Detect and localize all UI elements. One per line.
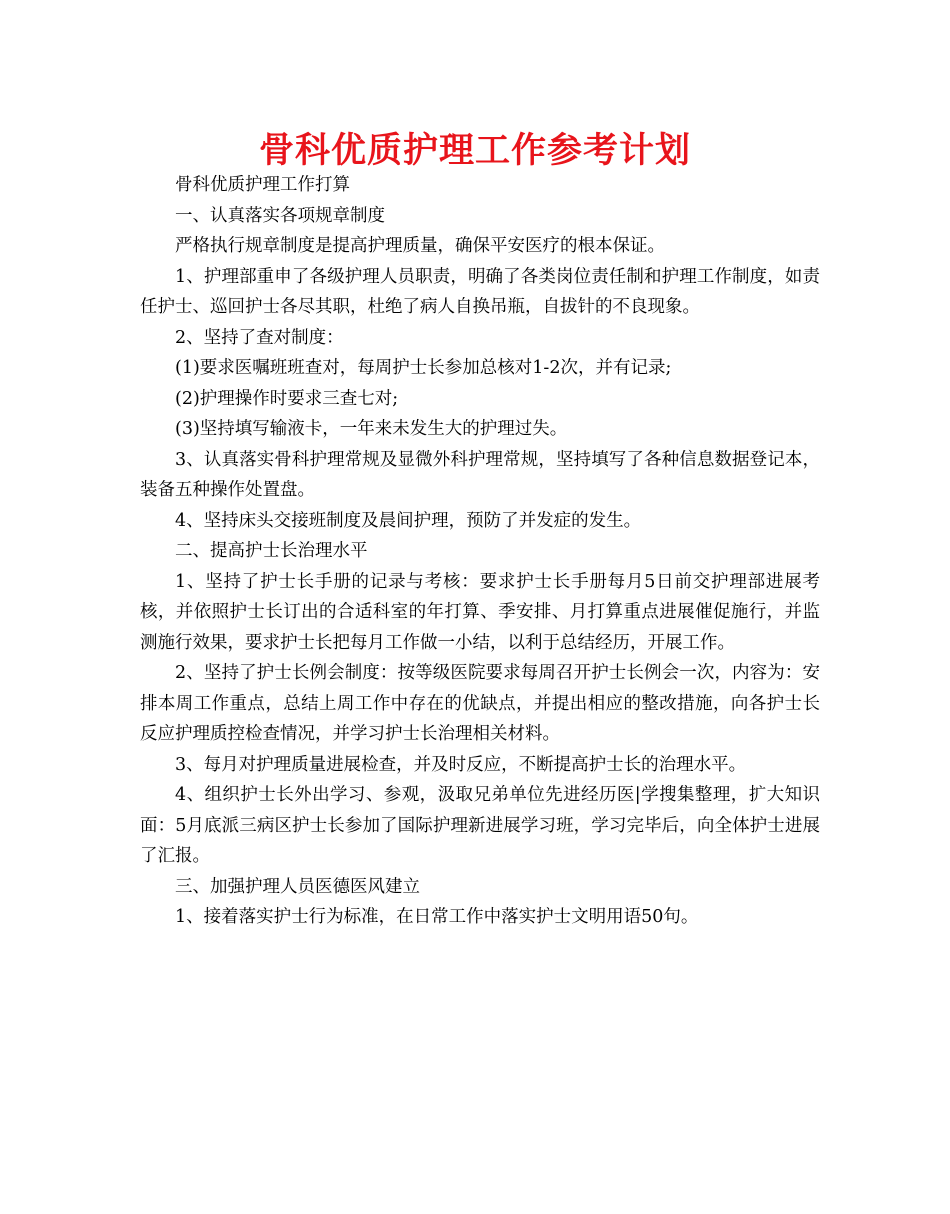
document-title: 骨科优质护理工作参考计划 (258, 131, 691, 171)
paragraph: (1)要求医嘱班班查对，每周护士长参加总核对1-2次，并有记录; (175, 358, 672, 378)
paragraph: (3)坚持填写输液卡，一年来未发生大的护理过失。 (175, 419, 568, 439)
paragraph: 4、组织护士长外出学习、参观，汲取兄弟单位先进经历医|学搜集整理，扩大知识面：5月底派三病区护士长参加了国际护理新进展学习班，学习完毕后，向全体护士进展了汇报。 (140, 785, 820, 866)
section-heading: 二、提高护士长治理水平 (175, 541, 368, 561)
document-body (140, 170, 820, 933)
paragraph: 4、坚持床头交接班制度及晨间护理，预防了并发症的发生。 (175, 510, 642, 531)
paragraph: 3、认真落实骨科护理常规及显微外科护理常规，坚持填写了各种信息数据登记本，装备五种操作处置盘。 (140, 449, 820, 500)
paragraph: 1、护理部重申了各级护理人员职责，明确了各类岗位责任制和护理工作制度，如责任护士、巡回护士各尽其职，杜绝了病人自换吊瓶，自拔针的不良现象。 (140, 266, 820, 317)
paragraph: 3、每月对护理质量进展检查，并及时反应，不断提高护士长的治理水平。 (175, 754, 747, 775)
paragraph: 骨科优质护理工作打算 (175, 175, 350, 195)
section-heading: 一、认真落实各项规章制度 (175, 205, 385, 226)
paragraph: 2、坚持了查对制度： (175, 327, 344, 348)
paragraph: 2、坚持了护士长例会制度：按等级医院要求每周召开护士长例会一次，内容为：安排本周工作重点，总结上周工作中存在的优缺点，并提出相应的整改措施，向各护士长反应护理质控检查情况，并学习护士长治理相关材料。 (140, 663, 820, 744)
paragraph: 严格执行规章制度是提高护理质量，确保平安医疗的根本保证。 (175, 236, 665, 256)
paragraph: 1、接着落实护士行为标准，在日常工作中落实护士文明用语50句。 (175, 907, 699, 927)
paragraph: (2)护理操作时要求三查七对; (175, 388, 399, 409)
section-heading: 三、加强护理人员医德医风建立 (175, 876, 420, 897)
paragraph: 1、坚持了护士长手册的记录与考核：要求护士长手册每月5日前交护理部进展考核，并依照护士长订出的合适科室的年打算、季安排、月打算重点进展催促施行，并监测施行效果，要求护士长把每月工作做一小结，以利于总结经历，开展工作。 (140, 571, 820, 653)
